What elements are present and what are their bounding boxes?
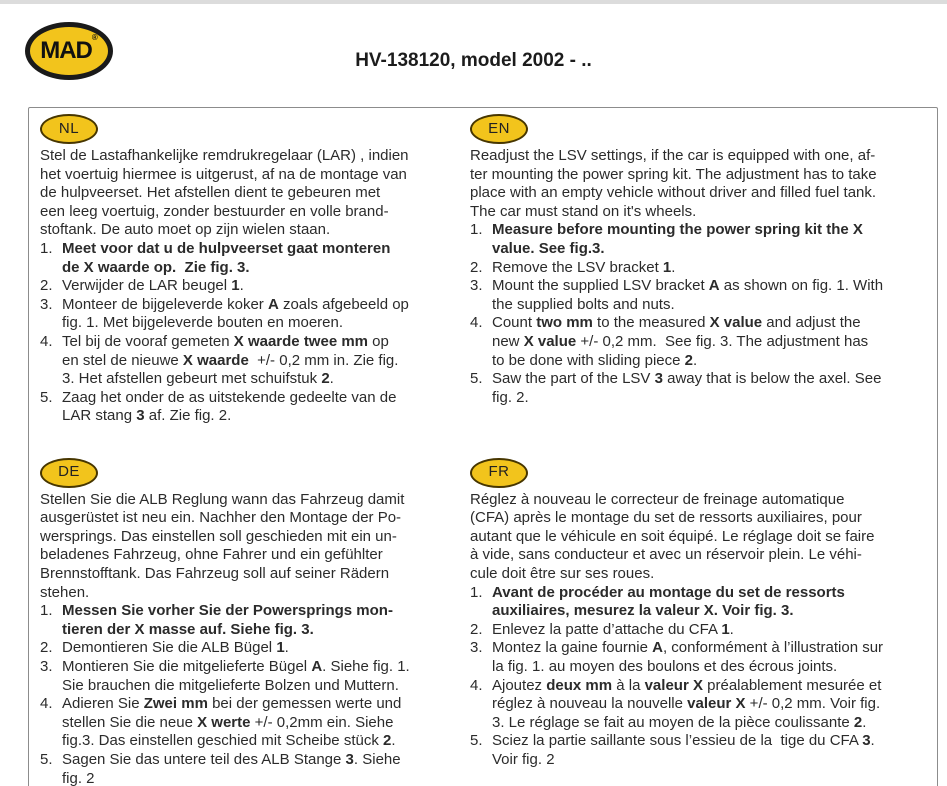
plain-text: op [368, 332, 389, 350]
plain-text: Zaag het onder de as uitstekende gedeelte van de [62, 388, 397, 406]
step-number: 5. [40, 388, 53, 406]
plain-text: . [329, 370, 334, 388]
plain-text: Montieren Sie die mitgelieferte Bügel [62, 658, 312, 676]
step-number: 3. [470, 639, 483, 657]
step-text [492, 732, 929, 769]
emphasized-text: valeur X [644, 676, 703, 694]
plain-text: Montez la gaine fournie [492, 639, 653, 657]
plain-text: Enlevez la patte d’attache du CFA [492, 620, 722, 638]
plain-text: à la [612, 676, 645, 694]
step-item-nl-5 [40, 389, 470, 426]
emphasized-text: 1 [231, 277, 240, 295]
language-badge-de: DE [40, 458, 98, 488]
step-text [492, 370, 929, 407]
step-number: 3. [470, 277, 483, 295]
plain-text: . [729, 620, 734, 638]
plain-text: la fig. 1. au moyen des boulons et des écrous joints. [492, 658, 838, 676]
step-item-de-4 [40, 695, 470, 751]
emphasized-text: Messen Sie vorher Sie der Powersprings mon- [62, 602, 393, 620]
emphasized-text: A [267, 295, 279, 313]
plain-text: . Siehe [353, 751, 401, 769]
step-text [492, 584, 929, 621]
step-text [62, 277, 470, 296]
plain-text: +/- 0,2 mm in. Zie fig. [248, 351, 399, 369]
plain-text: . [671, 258, 676, 276]
plain-text: new [492, 332, 524, 350]
plain-text: stellen Sie die neue [62, 713, 198, 731]
step-text [62, 602, 470, 639]
emphasized-text: Measure before mounting the power spring kit the X [492, 221, 863, 239]
step-item-fr-1 [470, 584, 929, 621]
plain-text: away that is below the axel. See [662, 370, 882, 388]
emphasized-text: 2 [684, 351, 693, 369]
plain-text: +/- 0,2mm ein. Siehe [250, 713, 394, 731]
step-item-en-4 [470, 314, 929, 370]
plain-text: 3. Het afstellen gebeurt met schuifstuk [62, 370, 322, 388]
step-item-de-3 [40, 658, 470, 695]
steps-list-en [470, 221, 929, 407]
emphasized-text: 3 [345, 751, 354, 769]
plain-text: af. Zie fig. 2. [144, 407, 232, 425]
plain-text: Mount the supplied LSV bracket [492, 277, 709, 295]
plain-text: Verwijder de LAR beugel [62, 277, 232, 295]
step-number: 5. [470, 732, 483, 750]
step-item-en-5 [470, 370, 929, 407]
plain-text: the supplied bolts and nuts. [492, 295, 675, 313]
step-text [492, 621, 929, 640]
emphasized-text: valeur X [687, 695, 746, 713]
plain-text: Sie brauchen die mitgelieferte Bolzen und Muttern. [62, 676, 399, 694]
section-de [40, 458, 470, 786]
emphasized-text: 1 [276, 639, 285, 657]
step-item-en-3 [470, 277, 929, 314]
step-text [62, 389, 470, 426]
plain-text: Count [492, 314, 537, 332]
step-item-en-2 [470, 259, 929, 278]
plain-text: . Siehe fig. 1. [322, 658, 410, 676]
emphasized-text: Zwei mm [143, 695, 208, 713]
plain-text: Saw the part of the LSV [492, 370, 655, 388]
plain-text: réglez à nouveau la nouvelle [492, 695, 688, 713]
steps-list-nl [40, 240, 470, 426]
plain-text: LAR stang [62, 407, 137, 425]
plain-text: fig. 1. Met bijgeleverde bouten en moeren. [62, 314, 344, 332]
step-number: 1. [40, 239, 53, 257]
step-number: 4. [40, 332, 53, 350]
step-text [492, 221, 929, 258]
emphasized-text: A [311, 658, 323, 676]
step-text [62, 296, 470, 333]
step-item-fr-4 [470, 677, 929, 733]
step-number: 1. [470, 583, 483, 601]
plain-text: Sagen Sie das untere teil des ALB Stange [62, 751, 346, 769]
intro-paragraph-nl: Stel de Lastafhankelijke remdrukregelaar (LAR) , indien het voertuig hiermee is uitgerust, af na de montage van de hulpveerset. Het afstellen dient te gebeuren met een leeg voertuig, zonder bestuurder en volle brand- stoftank. De auto moet op zijn wielen staan. [40, 147, 409, 239]
step-text [62, 695, 470, 751]
emphasized-text: 3 [136, 407, 145, 425]
language-badge-nl: NL [40, 114, 98, 144]
emphasized-text: 3 [862, 732, 871, 750]
section-fr [470, 458, 929, 786]
plain-text: . [391, 732, 396, 750]
plain-text: préalablement mesurée et [702, 676, 882, 694]
emphasized-text: A [652, 639, 663, 657]
plain-text: Sciez la partie saillante sous l’essieu de la tige du CFA [492, 732, 863, 750]
emphasized-text: Meet voor dat u de hulpveerset gaat monteren [62, 239, 391, 257]
step-item-fr-5 [470, 732, 929, 769]
step-number: 3. [40, 295, 53, 313]
document-title: HV-138120, model 2002 - .. [355, 50, 592, 71]
step-item-nl-3 [40, 296, 470, 333]
step-item-en-1 [470, 221, 929, 258]
step-item-nl-1 [40, 240, 470, 277]
step-text [62, 751, 470, 786]
emphasized-text: two mm [536, 314, 593, 332]
plain-text: bei der gemessen werte und [207, 695, 402, 713]
step-text [492, 314, 929, 370]
step-item-de-5 [40, 751, 470, 786]
step-number: 5. [40, 751, 53, 769]
emphasized-text: 1 [721, 620, 730, 638]
emphasized-text: X werte [197, 713, 251, 731]
step-text [62, 639, 470, 658]
plain-text: . [692, 351, 698, 369]
step-text [492, 277, 929, 314]
emphasized-text: 2 [853, 713, 863, 731]
plain-text: fig.3. Das einstellen geschied mit Scheibe stück [62, 732, 383, 750]
section-en [470, 114, 929, 444]
language-badge-en: EN [470, 114, 528, 144]
steps-list-fr [470, 584, 929, 770]
step-item-fr-3 [470, 639, 929, 676]
step-text [62, 658, 470, 695]
emphasized-text: X value [709, 314, 763, 332]
step-text [492, 259, 929, 278]
plain-text: Adieren Sie [62, 695, 144, 713]
step-number: 2. [470, 620, 483, 638]
step-item-fr-2 [470, 621, 929, 640]
emphasized-text: deux mm [546, 676, 613, 694]
step-number: 3. [40, 658, 53, 676]
emphasized-text: X waarde twee mm [233, 332, 369, 350]
step-text [492, 677, 929, 733]
plain-text: +/- 0,2 mm. See fig. 3. The adjustment has [576, 332, 869, 350]
document-header [0, 0, 947, 107]
plain-text: fig. 2 [62, 769, 95, 786]
emphasized-text: auxiliaires, mesurez la valeur X. Voir fig. 3. [492, 602, 794, 620]
step-number: 4. [470, 314, 483, 332]
plain-text: fig. 2. [492, 388, 529, 406]
emphasized-text: A [708, 277, 720, 295]
plain-text: Ajoutez [492, 676, 547, 694]
plain-text: . [862, 713, 867, 731]
plain-text: , conformément à l’illustration sur [662, 639, 884, 657]
emphasized-text: 2 [383, 732, 392, 750]
step-text [492, 639, 929, 676]
plain-text: . [870, 732, 875, 750]
language-badge-fr: FR [470, 458, 528, 488]
plain-text: zoals afgebeeld op [278, 295, 409, 313]
step-number: 2. [40, 277, 53, 295]
emphasized-text: 2 [321, 370, 330, 388]
plain-text: Monteer de bijgeleverde koker [62, 295, 268, 313]
steps-list-de [40, 602, 470, 786]
plain-text: en stel de nieuwe [62, 351, 183, 369]
emphasized-text: Avant de procéder au montage du set de ressorts [492, 583, 845, 601]
step-number: 2. [40, 639, 53, 657]
plain-text: +/- 0,2 mm. Voir fig. [745, 695, 881, 713]
step-number: 4. [40, 695, 53, 713]
plain-text: Remove the LSV bracket [492, 258, 663, 276]
plain-text: Demontieren Sie die ALB Bügel [62, 639, 277, 657]
emphasized-text: X waarde [182, 351, 249, 369]
plain-text: . [239, 277, 244, 295]
emphasized-text: de X waarde op. Zie fig. 3. [62, 258, 250, 276]
emphasized-text: tieren der X masse auf. Siehe fig. 3. [62, 620, 314, 638]
plain-text: to the measured [592, 314, 710, 332]
step-item-nl-2 [40, 277, 470, 296]
step-number: 2. [470, 258, 483, 276]
step-number: 5. [470, 370, 483, 388]
plain-text: . [284, 639, 289, 657]
plain-text: to be done with sliding piece [492, 351, 685, 369]
emphasized-text: value. See fig.3. [492, 239, 605, 257]
registered-trademark-symbol: ® [91, 33, 98, 42]
intro-paragraph-de: Stellen Sie die ALB Reglung wann das Fahrzeug damit ausgerüstet ist neu ein. Nachher den Montage der Po- wersprings. Das einstellen soll geschieden mit ein un- beladenes Fahrzeug, ohne Fahrer und ein gefühlter Brennstofftank. Das Fahrzeug soll auf seiner Rädern stehen. [40, 490, 405, 601]
step-number: 1. [40, 602, 53, 620]
step-item-de-2 [40, 639, 470, 658]
intro-paragraph-en: Readjust the LSV settings, if the car is equipped with one, af- ter mounting the power spring kit. The adjustment has to take place with an empty vehicle without driver and filled fuel tank. The car must stand on it's wheels. [470, 147, 877, 220]
mad-logo-text: MAD [40, 37, 92, 64]
intro-paragraph-fr: Réglez à nouveau le correcteur de freinage automatique (CFA) après le montage du set de ressorts auxiliaires, pour autant que le véhicule en soit équipé. Le réglage doit se faire à vide, sans conducteur et avec un réservoir plein. Le véhi- cule doit être sur ses roues. [470, 490, 875, 583]
step-text [62, 240, 470, 277]
step-item-de-1 [40, 602, 470, 639]
plain-text: and adjust the [762, 314, 861, 332]
emphasized-text: X value [523, 332, 577, 350]
section-nl [40, 114, 470, 444]
step-item-nl-4 [40, 333, 470, 389]
step-number: 4. [470, 676, 483, 694]
plain-text: as shown on fig. 1. With [719, 277, 884, 295]
plain-text: Tel bij de vooraf gemeten [62, 332, 234, 350]
content-frame [28, 107, 938, 786]
plain-text: 3. Le réglage se fait au moyen de la pièce coulissante [492, 713, 854, 731]
emphasized-text: 3 [654, 370, 663, 388]
step-number: 1. [470, 221, 483, 239]
step-text [62, 333, 470, 389]
plain-text: Voir fig. 2 [492, 751, 555, 769]
emphasized-text: 1 [662, 258, 672, 276]
